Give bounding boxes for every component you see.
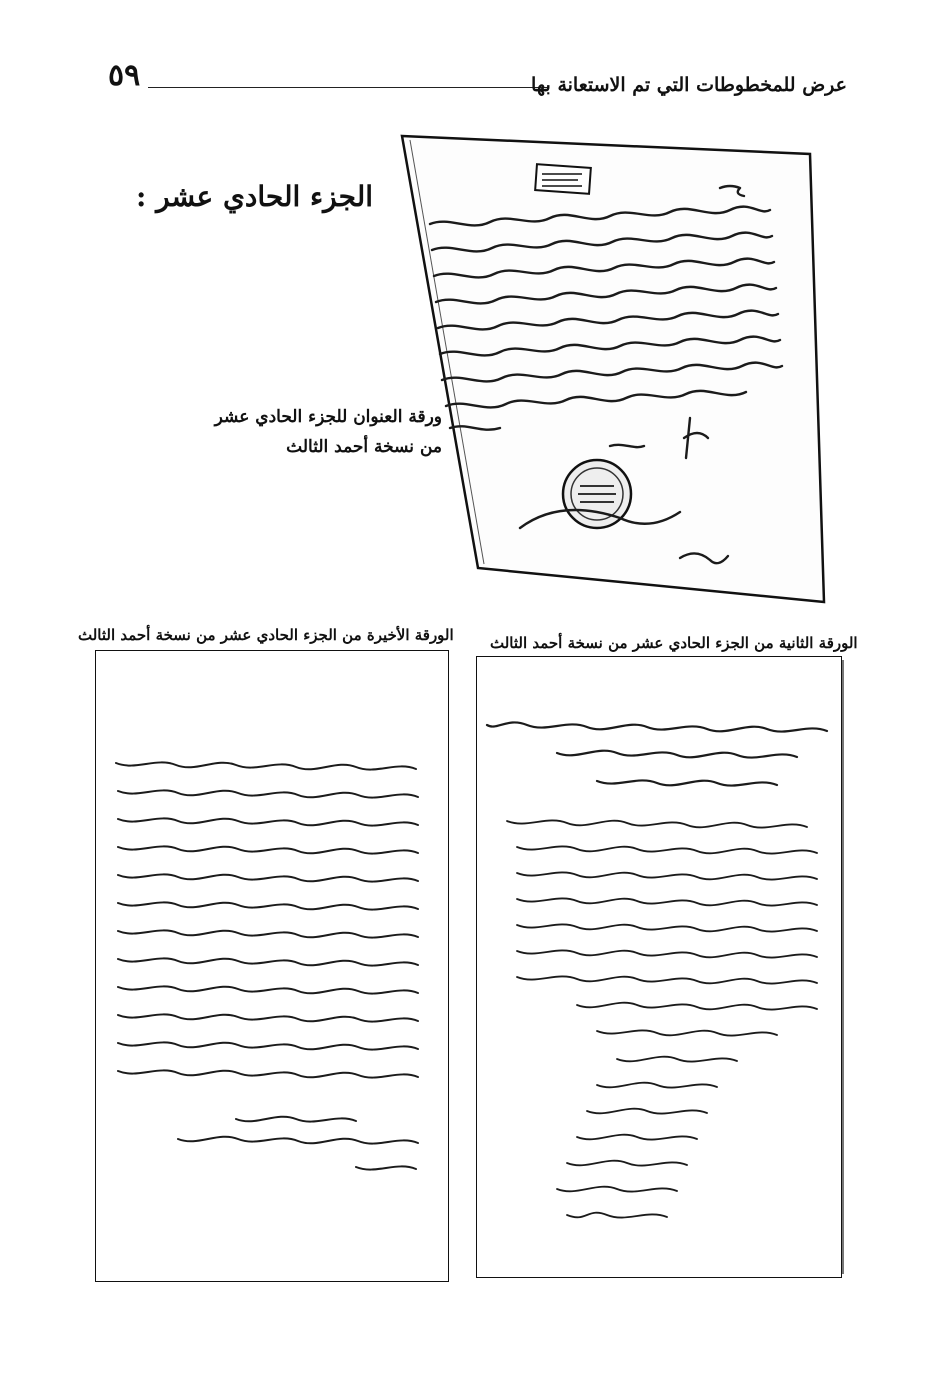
title-page-caption [214, 402, 442, 462]
second-leaf-script [477, 657, 841, 1277]
library-stamp [535, 164, 591, 194]
last-leaf-script [96, 651, 448, 1281]
second-leaf-manuscript-image [476, 656, 842, 1278]
last-leaf-manuscript-image [95, 650, 449, 1282]
title-page-manuscript-image [390, 128, 830, 608]
page-number: ٥٩ [108, 58, 141, 93]
section-title: الجزء الحادي عشر : [136, 180, 374, 213]
running-title: عرض للمخطوطات التي تم الاستعانة بها [531, 74, 847, 96]
second-leaf-caption: الورقة الثانية من الجزء الحادي عشر من نسخة أحمد الثالث [490, 634, 858, 652]
title-caption-line-2: من نسخة أحمد الثالث [286, 437, 442, 457]
last-leaf-caption: الورقة الأخيرة من الجزء الحادي عشر من نسخة أحمد الثالث [78, 626, 454, 644]
title-caption-line-1: ورقة العنوان للجزء الحادي عشر [214, 407, 442, 427]
header-rule [148, 87, 548, 88]
